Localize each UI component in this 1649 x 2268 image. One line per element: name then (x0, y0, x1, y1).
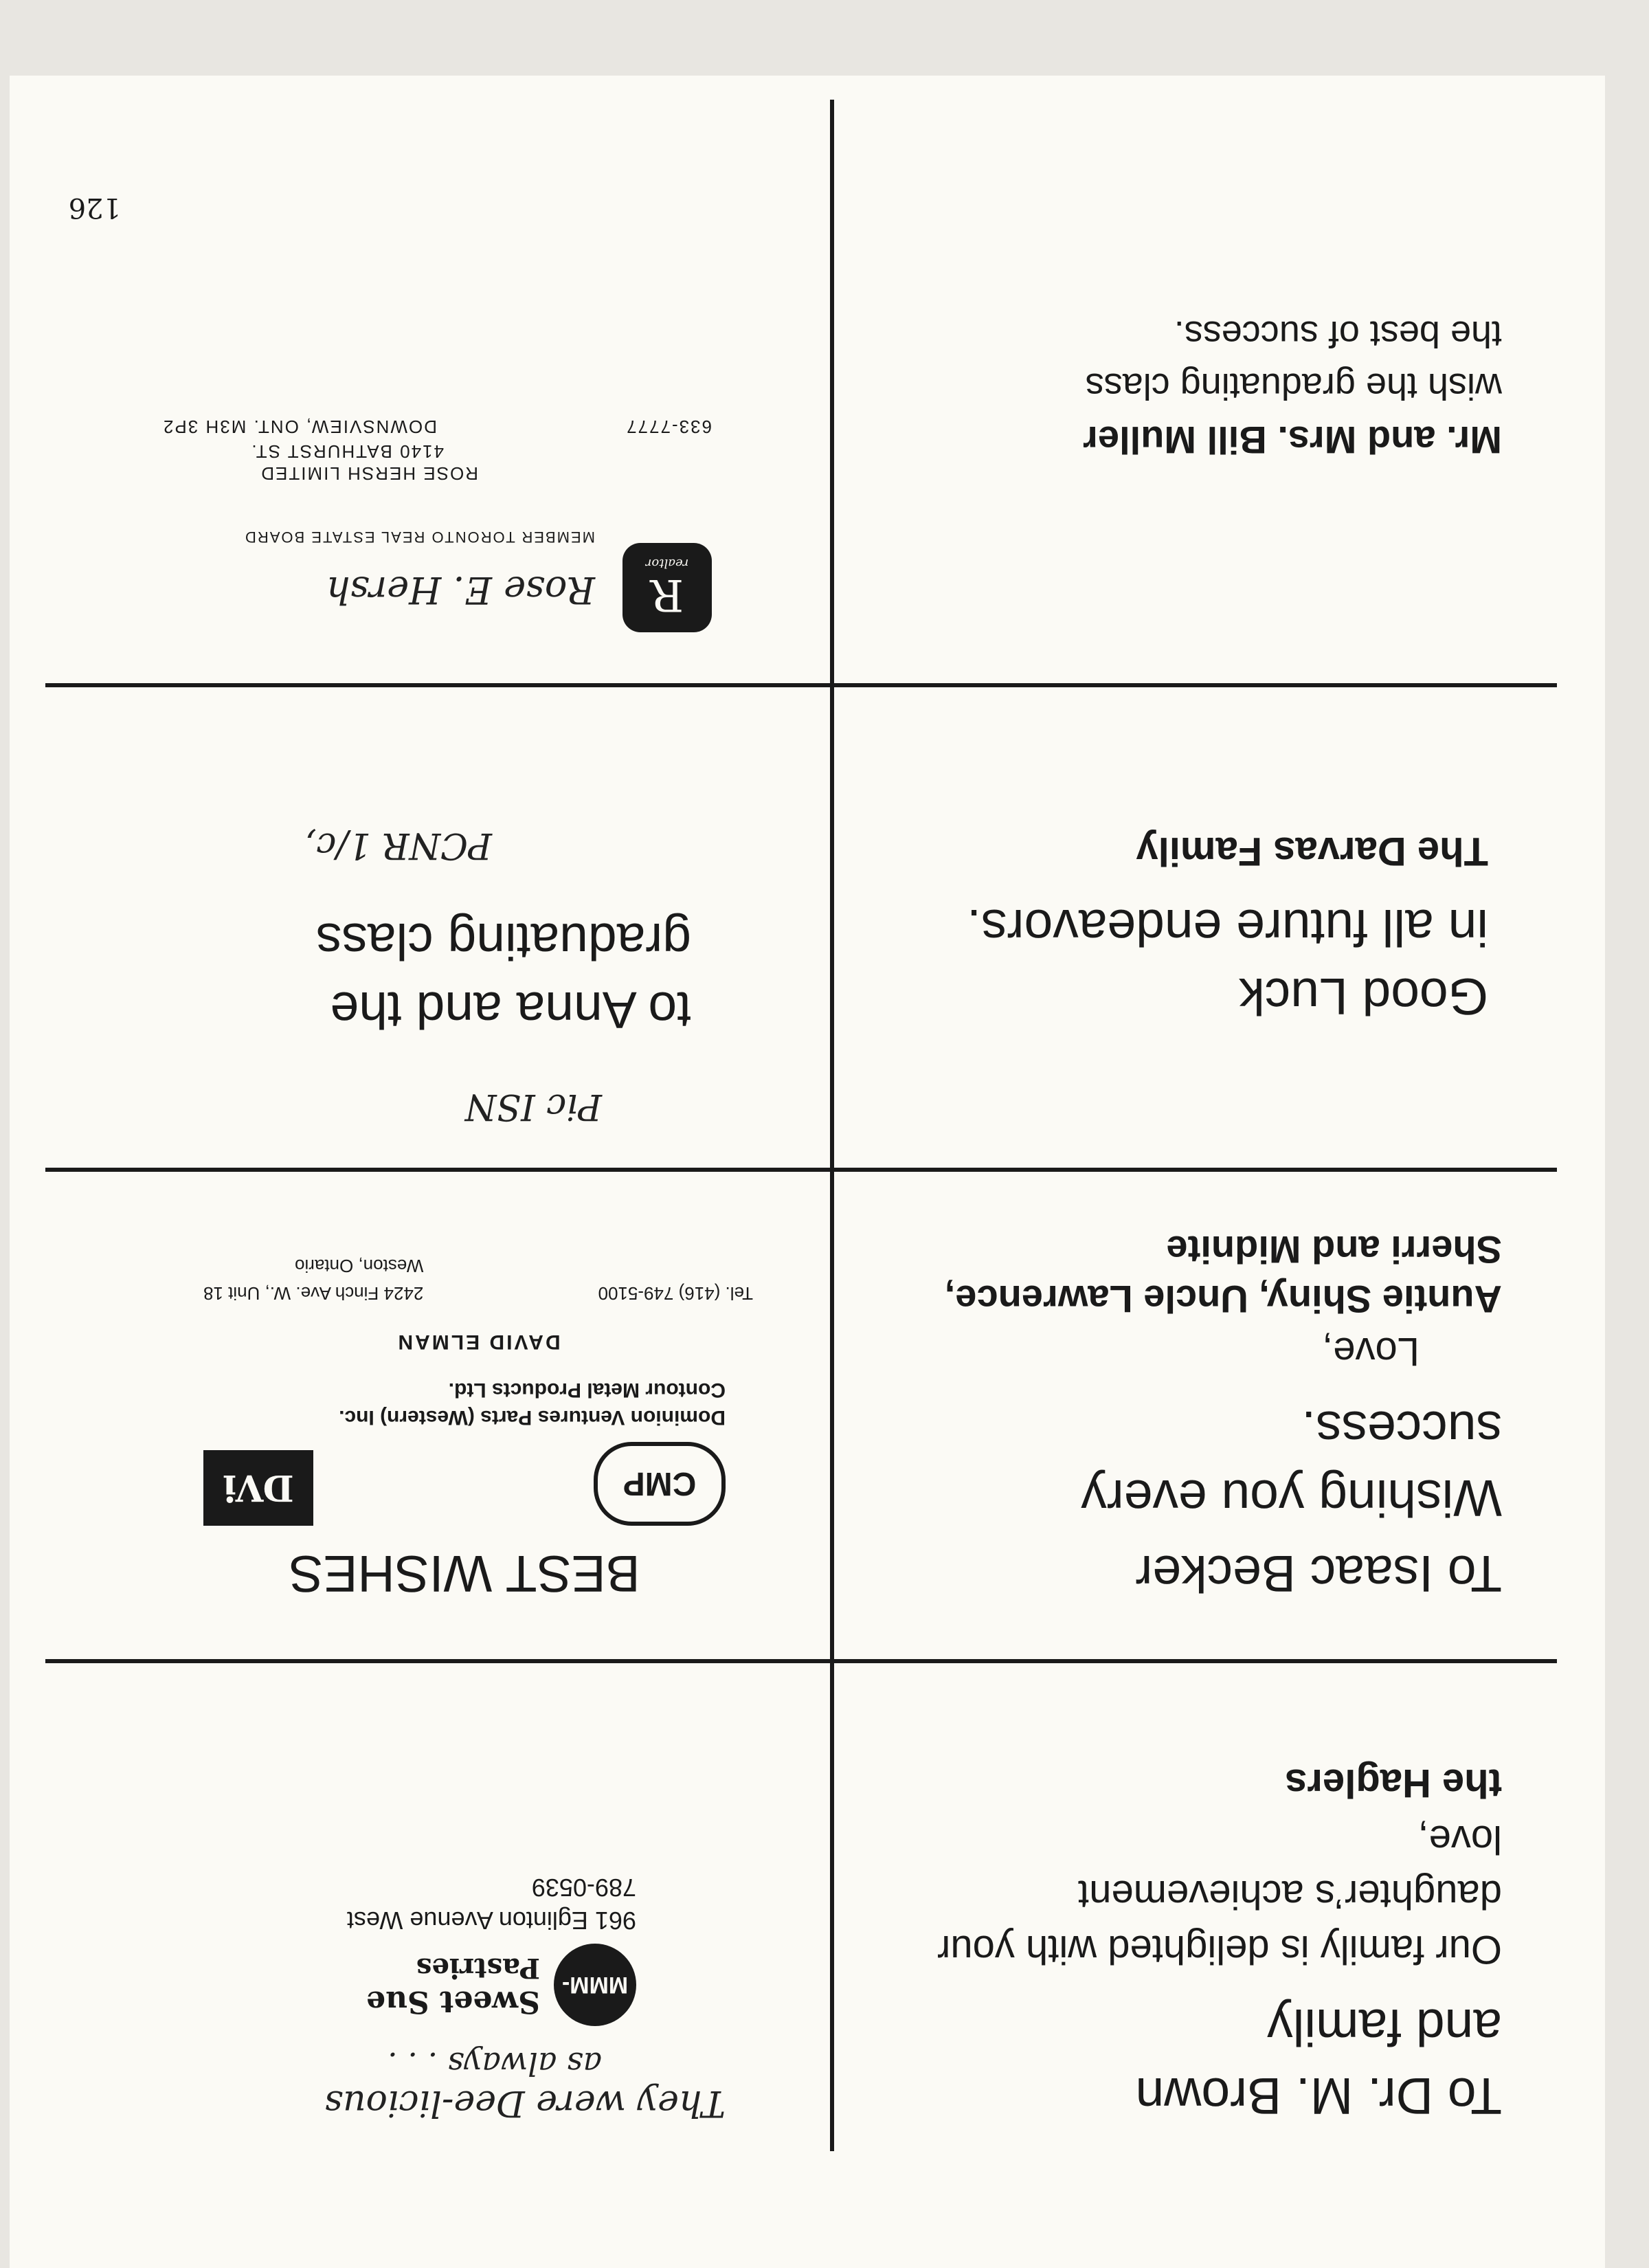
sweet-sue-name-line2: Pastries (416, 1952, 540, 1984)
hersh-address-2: DOWNSVIEW, ONT. M3H 3P2 (162, 416, 437, 437)
becker-closing: Love, (1322, 1329, 1420, 1374)
best-wishes-person: DAVID ELMAN (396, 1331, 561, 1353)
becker-heading-2: Wishing you every success. (1081, 1401, 1502, 1527)
ad-sweet-sue (73, 1871, 760, 2124)
brown-body: Our family is delighted with your daughter’s achievement (937, 1872, 1502, 1972)
realtor-logo-mark: R (650, 569, 684, 621)
sweet-sue-logo (73, 1944, 636, 2026)
anna-line-2: graduating class (315, 913, 691, 970)
mmm-logo-icon: MMM- (554, 1944, 636, 2026)
becker-signature: Auntie Shiny, Uncle Lawrence, Sherri and Midnite (944, 1228, 1502, 1321)
best-wishes-logos (203, 1442, 726, 1526)
ad-best-wishes (66, 1252, 753, 1608)
hersh-signature: Rose E. Hersh (326, 568, 595, 612)
best-wishes-company-2: Contour Metal Products Ltd. (448, 1379, 726, 1401)
best-wishes-address-1: 2424 Finch Ave. W., Unit 18 (203, 1283, 424, 1304)
hersh-company: ROSE HERSH LIMITED (260, 463, 478, 484)
best-wishes-contact (203, 1252, 753, 1307)
best-wishes-heading: BEST WISHES (289, 1545, 640, 1603)
brown-closing: love, (1417, 1817, 1502, 1862)
ad-becker (856, 1225, 1502, 1608)
muller-name: Mr. and Mrs. Bill Muller (1083, 419, 1502, 462)
hersh-address-1: 4140 BATHURST ST. (250, 441, 444, 462)
dvi-logo-icon: DVi (203, 1450, 313, 1526)
ad-muller (856, 308, 1502, 467)
ad-darvas (856, 822, 1488, 1031)
darvas-line-1: Good Luck (1239, 968, 1488, 1025)
sweet-sue-logo-name (366, 1951, 540, 2019)
sweet-sue-address: 961 Eglinton Avenue West (347, 1906, 636, 1935)
sweet-sue-name-line1: Sweet Sue (366, 1984, 540, 2019)
center-divider (830, 100, 834, 2151)
hersh-board: MEMBER TORONTO REAL ESTATE BOARD (243, 529, 595, 546)
ad-anna (73, 825, 691, 1127)
anna-line-1: to Anna and the (330, 981, 691, 1039)
best-wishes-address (203, 1252, 423, 1307)
hersh-signature-block (244, 526, 595, 632)
yearbook-page (10, 76, 1605, 2268)
best-wishes-tel: Tel. (416) 749-5100 (598, 1283, 753, 1304)
divider-row-2 (45, 1168, 1557, 1172)
brown-heading: To Dr. M. Brown and family (1135, 1999, 1502, 2125)
sweet-sue-handwritten-1: They were Dee-licious (324, 2082, 726, 2124)
realtor-logo-caption: realtor (645, 556, 689, 571)
rotated-page-content (10, 76, 1605, 2268)
sweet-sue-handwritten-2: as always . . . (388, 2045, 602, 2082)
sweet-sue-phone: 789-0539 (531, 1874, 636, 1902)
muller-line-1: wish the graduating class (1085, 366, 1502, 407)
hersh-phone: 633-7777 (625, 416, 712, 437)
page-number: 126 (68, 192, 121, 223)
becker-heading-1: To Isaac Becker (1135, 1545, 1502, 1603)
realtor-logo-icon (622, 543, 712, 632)
brown-signature: the Haglers (1285, 1761, 1502, 1805)
best-wishes-company-1: Dominion Ventures Parts (Western) Inc. (339, 1406, 726, 1429)
cmp-logo-icon: CMP (594, 1442, 726, 1526)
divider-row-1 (45, 1659, 1557, 1663)
divider-row-3 (45, 683, 1557, 687)
ad-brown (856, 1754, 1502, 2131)
hersh-header (52, 526, 712, 632)
anna-handwritten-top: Pic ISN (465, 1086, 602, 1127)
darvas-line-2: in all future endeavors. (967, 899, 1488, 957)
darvas-signature: The Darvas Family (1136, 829, 1488, 874)
ad-hersh (52, 416, 712, 632)
anna-handwritten-bottom: PCNR 1/c, (304, 825, 492, 866)
hersh-contact (93, 416, 712, 438)
muller-line-2: the best of success. (1174, 313, 1502, 355)
best-wishes-address-2: Weston, Ontario (294, 1256, 424, 1276)
